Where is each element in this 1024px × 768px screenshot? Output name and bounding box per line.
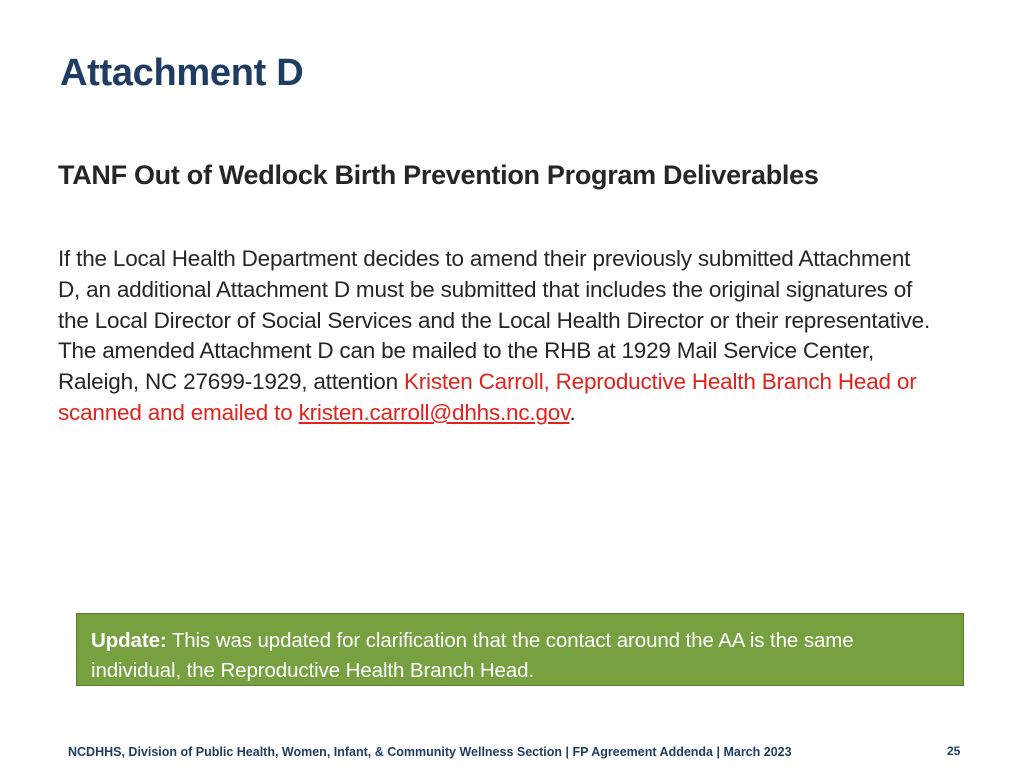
slide-title: Attachment D xyxy=(60,52,304,94)
update-callout-box xyxy=(76,613,964,686)
update-label: Update: xyxy=(91,629,167,652)
body-trailing-period: . xyxy=(569,399,576,425)
body-text-main: If the Local Health Department decides to amend their previously submitted Attachment D, an additional Attachment D must be submitted that includes the original signatures of the Local Director of Social Services and the Local Health Director or their representative. The amended Attachment D can be mailed to the RHB at 1929 Mail Service Center, Raleigh, NC 27699-1929, attention xyxy=(58,246,931,395)
page-number: 25 xyxy=(947,744,961,758)
body-paragraph xyxy=(58,244,938,429)
section-subheading: TANF Out of Wedlock Birth Prevention Program Deliverables xyxy=(58,160,819,190)
footer-text: NCDHHS, Division of Public Health, Women, Infant, & Community Wellness Section | FP Agreement Addenda | March 2023 xyxy=(68,745,792,759)
update-text: This was updated for clarification that the contact around the AA is the same individual, the Reproductive Health Branch Head. xyxy=(91,629,854,682)
contact-highlight-text: Kristen Carroll, Reproductive Health Branch Head or scanned and emailed to xyxy=(58,369,917,425)
email-link[interactable]: kristen.carroll@dhhs.nc.gov xyxy=(298,399,570,425)
